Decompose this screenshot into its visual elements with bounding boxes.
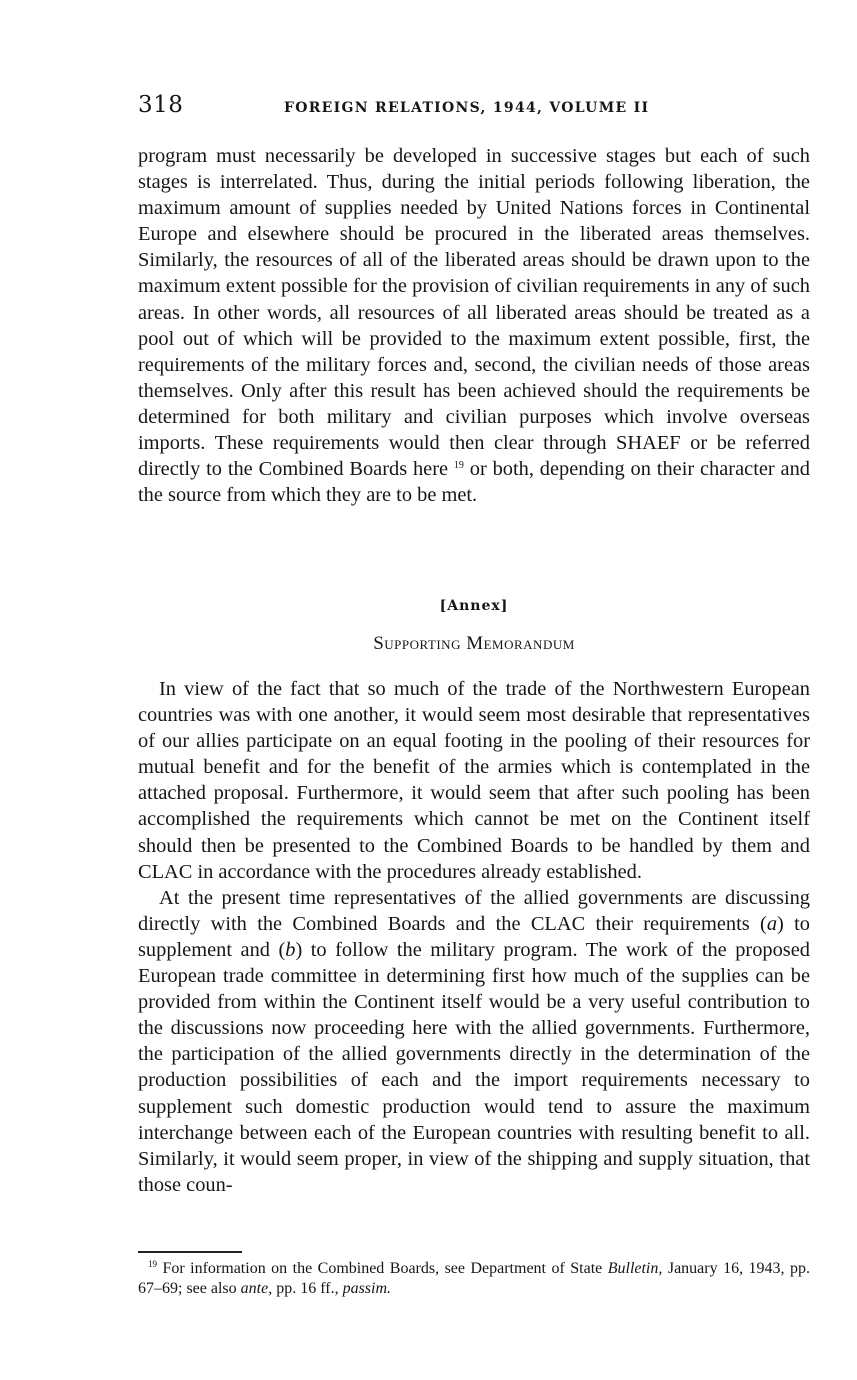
annex-paragraph-2-part2: ) to supplement and ( [138, 912, 810, 961]
intro-text-part1: program must necessarily be developed in successive stages but each of such stages is interrelated. Thus, during the initial periods following liberation, the maximum amount of supplies needed by United Nations forces in Continental Europe and elsewhere should be procured in the liberated areas themselves. Similarly, the resources of all of the liberated areas should be drawn upon to the maximum extent possible for the provision of civilian requirements in any of such areas. In other words, all resources of all liberated areas should be treated as a pool out of which will be provided to the maximum extent possible, first, the requirements of the military forces and, second, the civilian needs of those areas themselves. Only after this result has been achieved should the requirements be determined for both military and civilian purposes which involve overseas imports. These requirements would then clear through SHAEF or be referred directly to the Combined Boards here [138, 145, 810, 481]
annex-paragraph-2-part1: At the present time representatives of the allied governments are discussing directly with the Combined Boards and the CLAC their requirements ( [138, 886, 810, 935]
item-a-label: a [766, 912, 778, 935]
annex-paragraph-2 [138, 885, 810, 1198]
footnote-text-part2: January 16, 1943, pp. 67–69; see also [138, 1260, 810, 1297]
footnote-text [138, 1259, 810, 1299]
annex-paragraph-2-part3: ) to follow the military program. The work of the proposed European trade committee in determining first how much of the supplies can be provided from within the Continent itself would be a very useful contribution to the discussions now proceeding here with the allied governments. Furthermore, the participation of the allied governments directly in the determination of the production possibilities of each and the import requirements necessary to supplement such domestic production would tend to assure the maximum interchange between each of the European countries with resulting benefit to all. Similarly, it would seem proper, in view of the shipping and supply situation, that those coun- [138, 938, 810, 1196]
annex-label: [Annex] [439, 598, 509, 614]
footnote-passim: passim. [342, 1280, 392, 1297]
intro-paragraph [138, 143, 810, 508]
footnote [138, 1259, 810, 1299]
footnote-divider [138, 1251, 242, 1253]
footnote-ante: ante, [240, 1280, 273, 1297]
annex-paragraph-1: In view of the fact that so much of the trade of the Northwestern European countries was with one another, it would seem most desirable that representatives of our allies participate on an equal footing in the pooling of their resources for mutual benefit and for the benefit of the armies which is contemplated in the attached proposal. Furthermore, it would seem that after such pooling has been accomplished the requirements which cannot be met on the Continent itself should then be presented to the Combined Boards to be handled by them and CLAC in accordance with the procedures already established. [138, 678, 810, 883]
running-head: FOREIGN RELATIONS, 1944, VOLUME II [284, 100, 650, 116]
page-number: 318 [138, 92, 184, 118]
item-b-label: b [285, 938, 296, 961]
footnote-bulletin-title: Bulletin, [607, 1260, 663, 1277]
intro-text-part2: or both, depending on their character and the source from which they are to be met. [138, 458, 810, 507]
footnote-ref: 19 [453, 460, 464, 472]
footnote-text-part3: pp. 16 ff., [272, 1280, 343, 1297]
intro-text [138, 143, 810, 508]
footnote-text-part1: For information on the Combined Boards, see Department of State [157, 1260, 608, 1277]
page-header [138, 92, 810, 126]
annex-body [138, 676, 810, 1198]
memo-heading: Supporting Memorandum [373, 633, 575, 654]
footnote-number: 19 [148, 1259, 157, 1269]
